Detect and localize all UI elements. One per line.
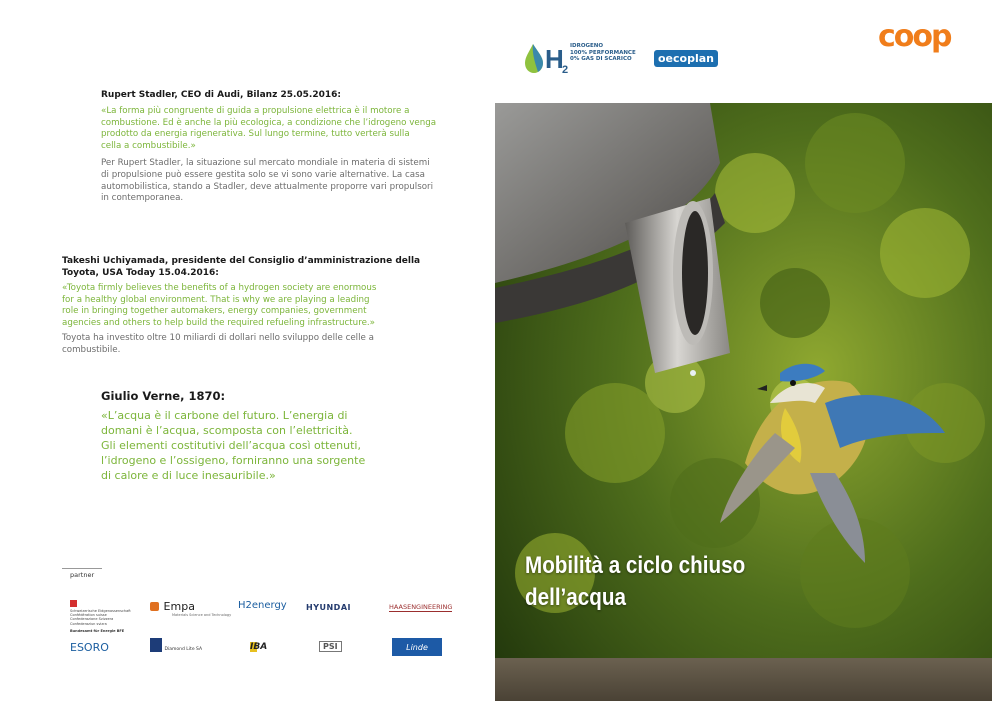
coop-logo: coop: [878, 19, 951, 54]
partner-divider: [62, 568, 102, 569]
quote-text: «Toyota firmly believes the benefits of a hydrogen society are enormous for a healthy global environment. That is why we are playing a leading role in bringing together automakers, energy companies, government agencies and others to help build the required refueling infrastructure.»: [62, 283, 377, 328]
partner-diamond-lite: Diamond Lite SA: [150, 638, 202, 652]
quote-audi: [101, 89, 461, 205]
partner-iba: IBA: [250, 642, 268, 652]
partner-label: partner: [70, 571, 95, 579]
quote-body: Toyota ha investito oltre 10 miliardi di dollari nello sviluppo delle celle a combustibile.: [62, 333, 374, 355]
diamond-lite-icon: [150, 638, 162, 652]
partner-linde: Linde: [392, 638, 442, 656]
partner-empa: Empa Materials Science and Technology: [150, 600, 231, 617]
h2-tagline: IDROGENO 100% PERFORMANCE 0% GAS DI SCARICO: [570, 43, 636, 63]
partner-h2energy: H2energy: [238, 600, 287, 611]
partner-esoro: ESORO: [70, 641, 109, 654]
oecoplan-logo: oecoplan: [654, 50, 718, 67]
svg-text:2: 2: [562, 64, 569, 74]
quote-text: «L’acqua è il carbone del futuro. L’energia di domani è l’acqua, scomposta con l’elettricità. Gli elementi costitutivi dell’acqua così ottenuti, l’idrogeno e l’ossigeno, forniranno una sorgente di calore e di luce inesauribile.»: [101, 409, 366, 482]
partner-hyundai: HYUNDAI: [306, 603, 351, 612]
partner-haas: HAASENGINEERING: [389, 603, 453, 611]
quote-text: «La forma più congruente di guida a propulsione elettrica è il motore a combustione. Ed è anche la più ecologica, a condizione che l’idrogeno venga prodotto da energia rigenerativa. Sul lungo termine, tutto verterà sulla cella a combustibile.»: [101, 106, 437, 151]
quote-heading: Giulio Verne, 1870:: [101, 389, 226, 403]
quote-body: Per Rupert Stadler, la situazione sul mercato mondiale in materia di sistemi di propulsione può essere gestita solo se vi sono varie alternative. La casa automobilistica, stando a Stadler, deve attualmente proporre vari propulsori in contemporanea.: [101, 158, 434, 204]
svg-text:H: H: [545, 44, 564, 74]
partner-psi: PSI: [319, 641, 342, 652]
swiss-flag-icon: [70, 600, 77, 607]
quote-toyota: [62, 255, 422, 357]
partner-ch-bfe: Schweizerische Eidgenossenschaft Confédération suisse Confederazione Svizzera Confederaziun svizra Bundesamt für Energie BFE: [70, 600, 140, 633]
quote-heading: Rupert Stadler, CEO di Audi, Bilanz 25.05.2016:: [101, 90, 341, 100]
quote-heading: Takeshi Uchiyamada, presidente del Consiglio d’amministrazione della Toyota, USA Today 15.04.2016:: [62, 256, 421, 278]
quote-verne: [101, 389, 421, 483]
cover-title: Mobilità a ciclo chiuso dell’acqua: [525, 552, 746, 611]
empa-icon: [150, 602, 159, 611]
